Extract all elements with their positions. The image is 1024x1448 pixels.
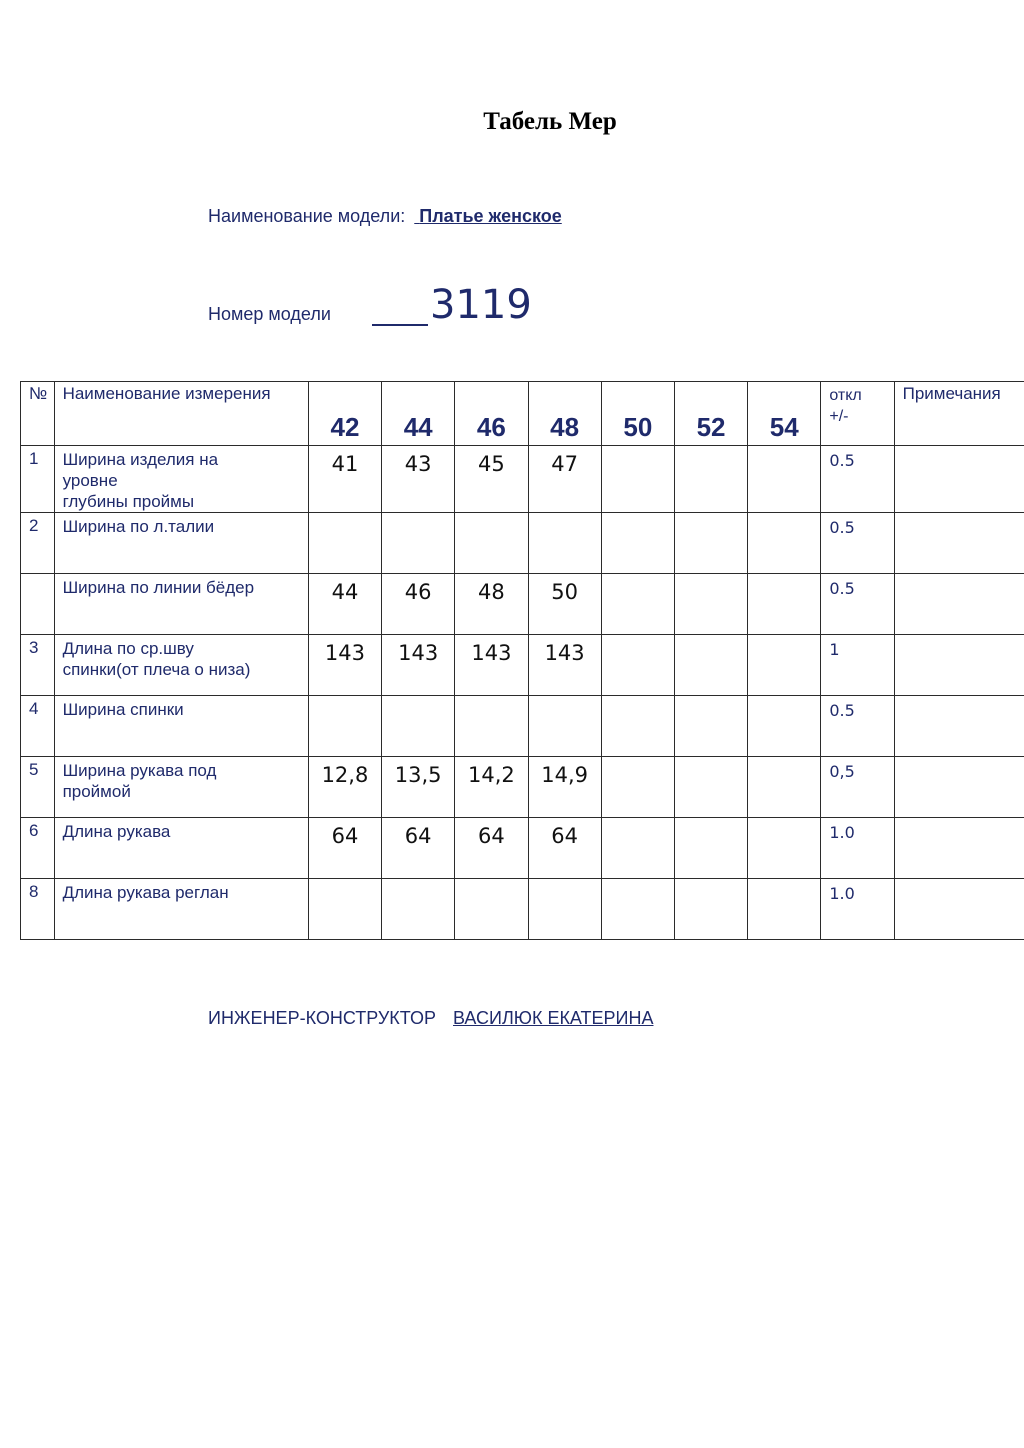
header-size: 48 [528,382,601,446]
note-cell [894,574,1024,635]
size-value [601,513,674,574]
size-value [455,513,528,574]
size-value [674,757,747,818]
note-cell [894,696,1024,757]
size-value [528,879,601,940]
row-number [21,574,55,635]
signature-role: ИНЖЕНЕР-КОНСТРУКТОР [208,1008,436,1028]
size-value [748,513,821,574]
size-value [601,818,674,879]
header-tolerance [821,382,894,446]
row-measurement-name [54,757,308,818]
model-number-label: Номер модели [208,304,331,324]
size-value: 64 [382,818,455,879]
size-value: 143 [528,635,601,696]
table-row [21,696,1024,757]
size-value [308,513,381,574]
row-measurement-name [54,635,308,696]
size-value: 44 [308,574,381,635]
header-size: 44 [382,382,455,446]
header-tolerance-line1: откл [829,387,862,404]
row-number: 4 [21,696,55,757]
row-measurement-name [54,513,308,574]
size-value [601,696,674,757]
size-value [601,757,674,818]
tolerance-value: 0,5 [821,757,894,818]
size-value: 64 [308,818,381,879]
name-line: Ширина спинки [62,700,184,719]
row-number: 2 [21,513,55,574]
name-line: Ширина изделия на [62,450,219,469]
row-measurement-name [54,446,308,513]
name-line: Ширина по л.талии [62,517,215,536]
name-line: Длина рукава [62,822,171,841]
model-number-value: 3119 [430,282,532,328]
model-number-underline [372,324,428,326]
table-row [21,818,1024,879]
header-size: 46 [455,382,528,446]
size-value [455,696,528,757]
size-value: 48 [455,574,528,635]
tolerance-value: 1 [821,635,894,696]
note-cell [894,757,1024,818]
note-cell [894,818,1024,879]
signature-person: ВАСИЛЮК ЕКАТЕРИНА [453,1008,654,1028]
size-value: 45 [455,446,528,513]
size-value [528,513,601,574]
name-line: Ширина рукава под [62,761,217,780]
note-cell [894,446,1024,513]
table-row [21,635,1024,696]
name-line: проймой [62,782,131,801]
model-name-line [208,206,562,227]
size-value [748,757,821,818]
row-number: 5 [21,757,55,818]
size-value [308,696,381,757]
size-value [674,879,747,940]
table-row [21,513,1024,574]
name-line: Длина по ср.шву [62,639,194,658]
name-line: Длина рукава реглан [62,883,229,902]
note-cell [894,879,1024,940]
size-value [674,513,747,574]
size-value [528,696,601,757]
size-value [601,446,674,513]
note-cell [894,635,1024,696]
size-value [601,574,674,635]
size-value: 64 [455,818,528,879]
size-value [748,696,821,757]
header-measurement-name: Наименование измерения [54,382,308,446]
tolerance-value: 0.5 [821,574,894,635]
tolerance-value: 1.0 [821,818,894,879]
header-tolerance-line2: +/- [829,408,849,425]
size-value [674,574,747,635]
size-value: 46 [382,574,455,635]
model-name-label: Наименование модели: [208,206,406,226]
size-value [601,635,674,696]
size-value [601,879,674,940]
size-value [748,635,821,696]
table-row [21,574,1024,635]
header-size: 50 [601,382,674,446]
tolerance-value: 1.0 [821,879,894,940]
size-value: 143 [455,635,528,696]
row-number: 1 [21,446,55,513]
table-row [21,879,1024,940]
size-value [382,879,455,940]
header-number: № [21,382,55,446]
document-title: Табель Мер [483,108,617,135]
size-value: 143 [382,635,455,696]
row-measurement-name [54,696,308,757]
size-value [308,879,381,940]
row-measurement-name [54,879,308,940]
table-header-row [21,382,1024,446]
size-value: 143 [308,635,381,696]
size-value: 14,2 [455,757,528,818]
size-value [674,446,747,513]
name-line: спинки(от плеча о низа) [62,660,251,679]
size-value [674,635,747,696]
table-row [21,757,1024,818]
size-value: 12,8 [308,757,381,818]
size-value: 43 [382,446,455,513]
header-size: 42 [308,382,381,446]
size-value [674,696,747,757]
signature-line [208,1008,653,1029]
header-size: 54 [748,382,821,446]
size-value: 64 [528,818,601,879]
name-line: Ширина по линии бёдер [62,578,255,597]
tolerance-value: 0.5 [821,696,894,757]
measurements-table [20,381,1024,940]
table-row [21,446,1024,513]
name-line: уровне [62,471,118,490]
name-line: глубины проймы [62,492,195,511]
note-cell [894,513,1024,574]
tolerance-value: 0.5 [821,513,894,574]
size-value: 47 [528,446,601,513]
header-size: 52 [674,382,747,446]
header-notes: Примечания [894,382,1024,446]
size-value [748,574,821,635]
row-number: 3 [21,635,55,696]
size-value [748,446,821,513]
row-measurement-name [54,574,308,635]
size-value: 41 [308,446,381,513]
row-measurement-name [54,818,308,879]
size-value: 14,9 [528,757,601,818]
size-value [455,879,528,940]
size-value: 50 [528,574,601,635]
size-value [382,696,455,757]
row-number: 8 [21,879,55,940]
model-name-value: Платье женское [419,206,562,226]
row-number: 6 [21,818,55,879]
size-value [382,513,455,574]
size-value: 13,5 [382,757,455,818]
tolerance-value: 0.5 [821,446,894,513]
size-value [748,879,821,940]
size-value [674,818,747,879]
size-value [748,818,821,879]
